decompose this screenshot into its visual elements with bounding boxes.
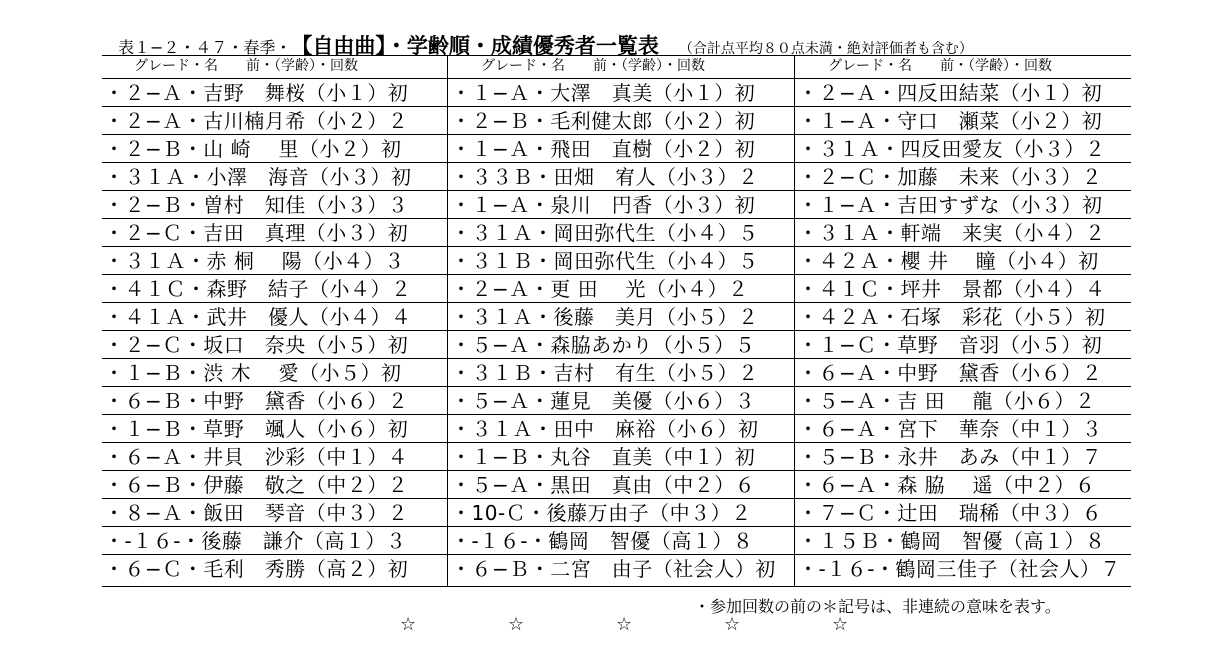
result-entry: ・４２Ａ・櫻 井 瞳（小４）初 <box>798 249 1099 273</box>
column-header-2: グレード・名 前・（学齢）・回数 <box>481 58 705 74</box>
table-row <box>102 554 1131 583</box>
star-icon: ☆ <box>616 614 633 635</box>
star-icon: ☆ <box>724 614 741 635</box>
result-entry: ・２−Ａ・更 田 光（小４）２ <box>451 277 749 301</box>
table-row <box>102 414 1131 443</box>
result-entry: ・３１Ａ・岡田弥代生（小４）５ <box>451 221 759 245</box>
result-entry: ・１−Ｂ・丸谷 直美（中１）初 <box>451 445 756 469</box>
result-entry: ・１−Ａ・大澤 真美（小１）初 <box>451 81 756 105</box>
title-prefix: 表１−２・４７・春季・ <box>118 38 292 57</box>
result-entry: ・５−Ａ・蓮見 美優（小６）３ <box>451 389 756 413</box>
result-entry: ・５−Ａ・森脇あかり（小５）５ <box>451 333 756 357</box>
table-row <box>102 274 1131 303</box>
result-entry: ・３１Ａ・四反田愛友（小３）２ <box>798 137 1106 161</box>
table-row <box>102 246 1131 275</box>
result-entry: ・６−Ａ・中野 黛香（小６）２ <box>798 361 1103 385</box>
star-icon: ☆ <box>832 614 849 635</box>
result-entry: ・２−Ｂ・山 崎 里（小２）初 <box>104 137 402 161</box>
result-entry: ・６−Ｃ・毛利 秀勝（高２）初 <box>104 557 409 581</box>
footnote: ・参加回数の前の＊記号は、非連続の意味を表す。 <box>694 597 1061 616</box>
result-entry: ・６−Ａ・宮下 華奈（中１）３ <box>798 417 1103 441</box>
result-entry: ・６−Ｂ・二宮 由子（社会人）初 <box>451 557 776 581</box>
table-row <box>102 78 1131 107</box>
table-row <box>102 134 1131 163</box>
table-row <box>102 302 1131 331</box>
result-entry: ・２−Ａ・古川楠月希（小２）２ <box>104 109 409 133</box>
result-entry: ・１−Ａ・吉田すずな（小３）初 <box>798 193 1103 217</box>
result-entry: ・４２Ａ・石塚 彩花（小５）初 <box>798 305 1106 329</box>
table-row <box>102 190 1131 219</box>
table-row <box>102 358 1131 387</box>
table-row <box>102 526 1131 555</box>
result-entry: ・-１６-・鶴岡 智優（高１）８ <box>451 529 754 553</box>
result-entry: ・１−Ａ・守口 瀬菜（小２）初 <box>798 109 1103 133</box>
result-entry: ・-１６-・後藤 謙介（高１）３ <box>104 529 407 553</box>
title-main: 【自由曲】・学齢順・成績優秀者一覧表 <box>291 34 659 58</box>
result-entry: ・10-Ｃ・後藤万由子（中３）２ <box>451 501 752 525</box>
result-entry: ・２−Ａ・吉野 舞桜（小１）初 <box>104 81 409 105</box>
star-icon: ☆ <box>508 614 525 635</box>
table-row <box>102 386 1131 415</box>
result-entry: ・５−Ａ・吉 田 龍（小６）２ <box>798 389 1096 413</box>
title-note: （合計点平均８０点未満・絶対評価者も含む） <box>678 41 973 57</box>
result-entry: ・６−Ａ・井貝 沙彩（中１）４ <box>104 445 409 469</box>
result-entry: ・６−Ｂ・中野 黛香（小６）２ <box>104 389 409 413</box>
result-entry: ・１５Ｂ・鶴岡 智優（高１）８ <box>798 529 1106 553</box>
table-row <box>102 218 1131 247</box>
table-row <box>102 470 1131 499</box>
result-entry: ・１−Ａ・飛田 直樹（小２）初 <box>451 137 756 161</box>
result-entry: ・３１Ａ・田中 麻裕（小６）初 <box>451 417 759 441</box>
result-entry: ・５−Ａ・黒田 真由（中２）６ <box>451 473 756 497</box>
result-entry: ・２−Ｃ・吉田 真理（小３）初 <box>104 221 409 245</box>
table-row <box>102 162 1131 191</box>
result-entry: ・２−Ａ・四反田結菜（小１）初 <box>798 81 1103 105</box>
table-row <box>102 498 1131 527</box>
result-entry: ・４１Ａ・武井 優人（小４）４ <box>104 305 412 329</box>
result-entry: ・３３Ｂ・田畑 宥人（小３）２ <box>451 165 759 189</box>
star-icon: ☆ <box>400 614 417 635</box>
table-row <box>102 442 1131 471</box>
result-entry: ・１−Ｃ・草野 音羽（小５）初 <box>798 333 1103 357</box>
result-entry: ・２−Ｂ・毛利健太郎（小２）初 <box>451 109 756 133</box>
result-entry: ・３１Ａ・後藤 美月（小５）２ <box>451 305 759 329</box>
result-entry: ・６−Ａ・森 脇 遥（中２）６ <box>798 473 1096 497</box>
result-entry: ・８−Ａ・飯田 琴音（中３）２ <box>104 501 409 525</box>
column-header-3: グレード・名 前・（学齢）・回数 <box>828 58 1052 74</box>
column-header-1: グレード・名 前・（学齢）・回数 <box>134 58 358 74</box>
result-entry: ・１−Ｂ・渋 木 愛（小５）初 <box>104 361 402 385</box>
result-entry: ・４１Ｃ・森野 結子（小４）２ <box>104 277 412 301</box>
table-row <box>102 330 1131 359</box>
table-row <box>102 106 1131 135</box>
result-entry: ・３１Ｂ・吉村 有生（小５）２ <box>451 361 759 385</box>
result-entry: ・５−Ｂ・永井 あみ（中１）７ <box>798 445 1103 469</box>
result-entry: ・２−Ｃ・坂口 奈央（小５）初 <box>104 333 409 357</box>
result-entry: ・-１６-・鶴岡三佳子（社会人）７ <box>798 557 1121 581</box>
result-entry: ・３１Ａ・軒端 来実（小４）２ <box>798 221 1106 245</box>
result-entry: ・３１Ａ・小澤 海音（小３）初 <box>104 165 412 189</box>
result-entry: ・１−Ｂ・草野 颯人（小６）初 <box>104 417 409 441</box>
result-entry: ・２−Ｂ・曽村 知佳（小３）３ <box>104 193 409 217</box>
result-entry: ・１−Ａ・泉川 円香（小３）初 <box>451 193 756 217</box>
table-title <box>118 30 973 56</box>
result-entry: ・６−Ｂ・伊藤 敬之（中２）２ <box>104 473 409 497</box>
result-entry: ・７−Ｃ・辻田 瑞稀（中３）６ <box>798 501 1103 525</box>
result-entry: ・４１Ｃ・坪井 景都（小４）４ <box>798 277 1106 301</box>
result-entry: ・２−Ｃ・加藤 未来（小３）２ <box>798 165 1103 189</box>
result-entry: ・３１Ａ・赤 桐 陽（小４）３ <box>104 249 405 273</box>
table-bottom-border <box>102 586 1131 587</box>
result-entry: ・３１Ｂ・岡田弥代生（小４）５ <box>451 249 759 273</box>
